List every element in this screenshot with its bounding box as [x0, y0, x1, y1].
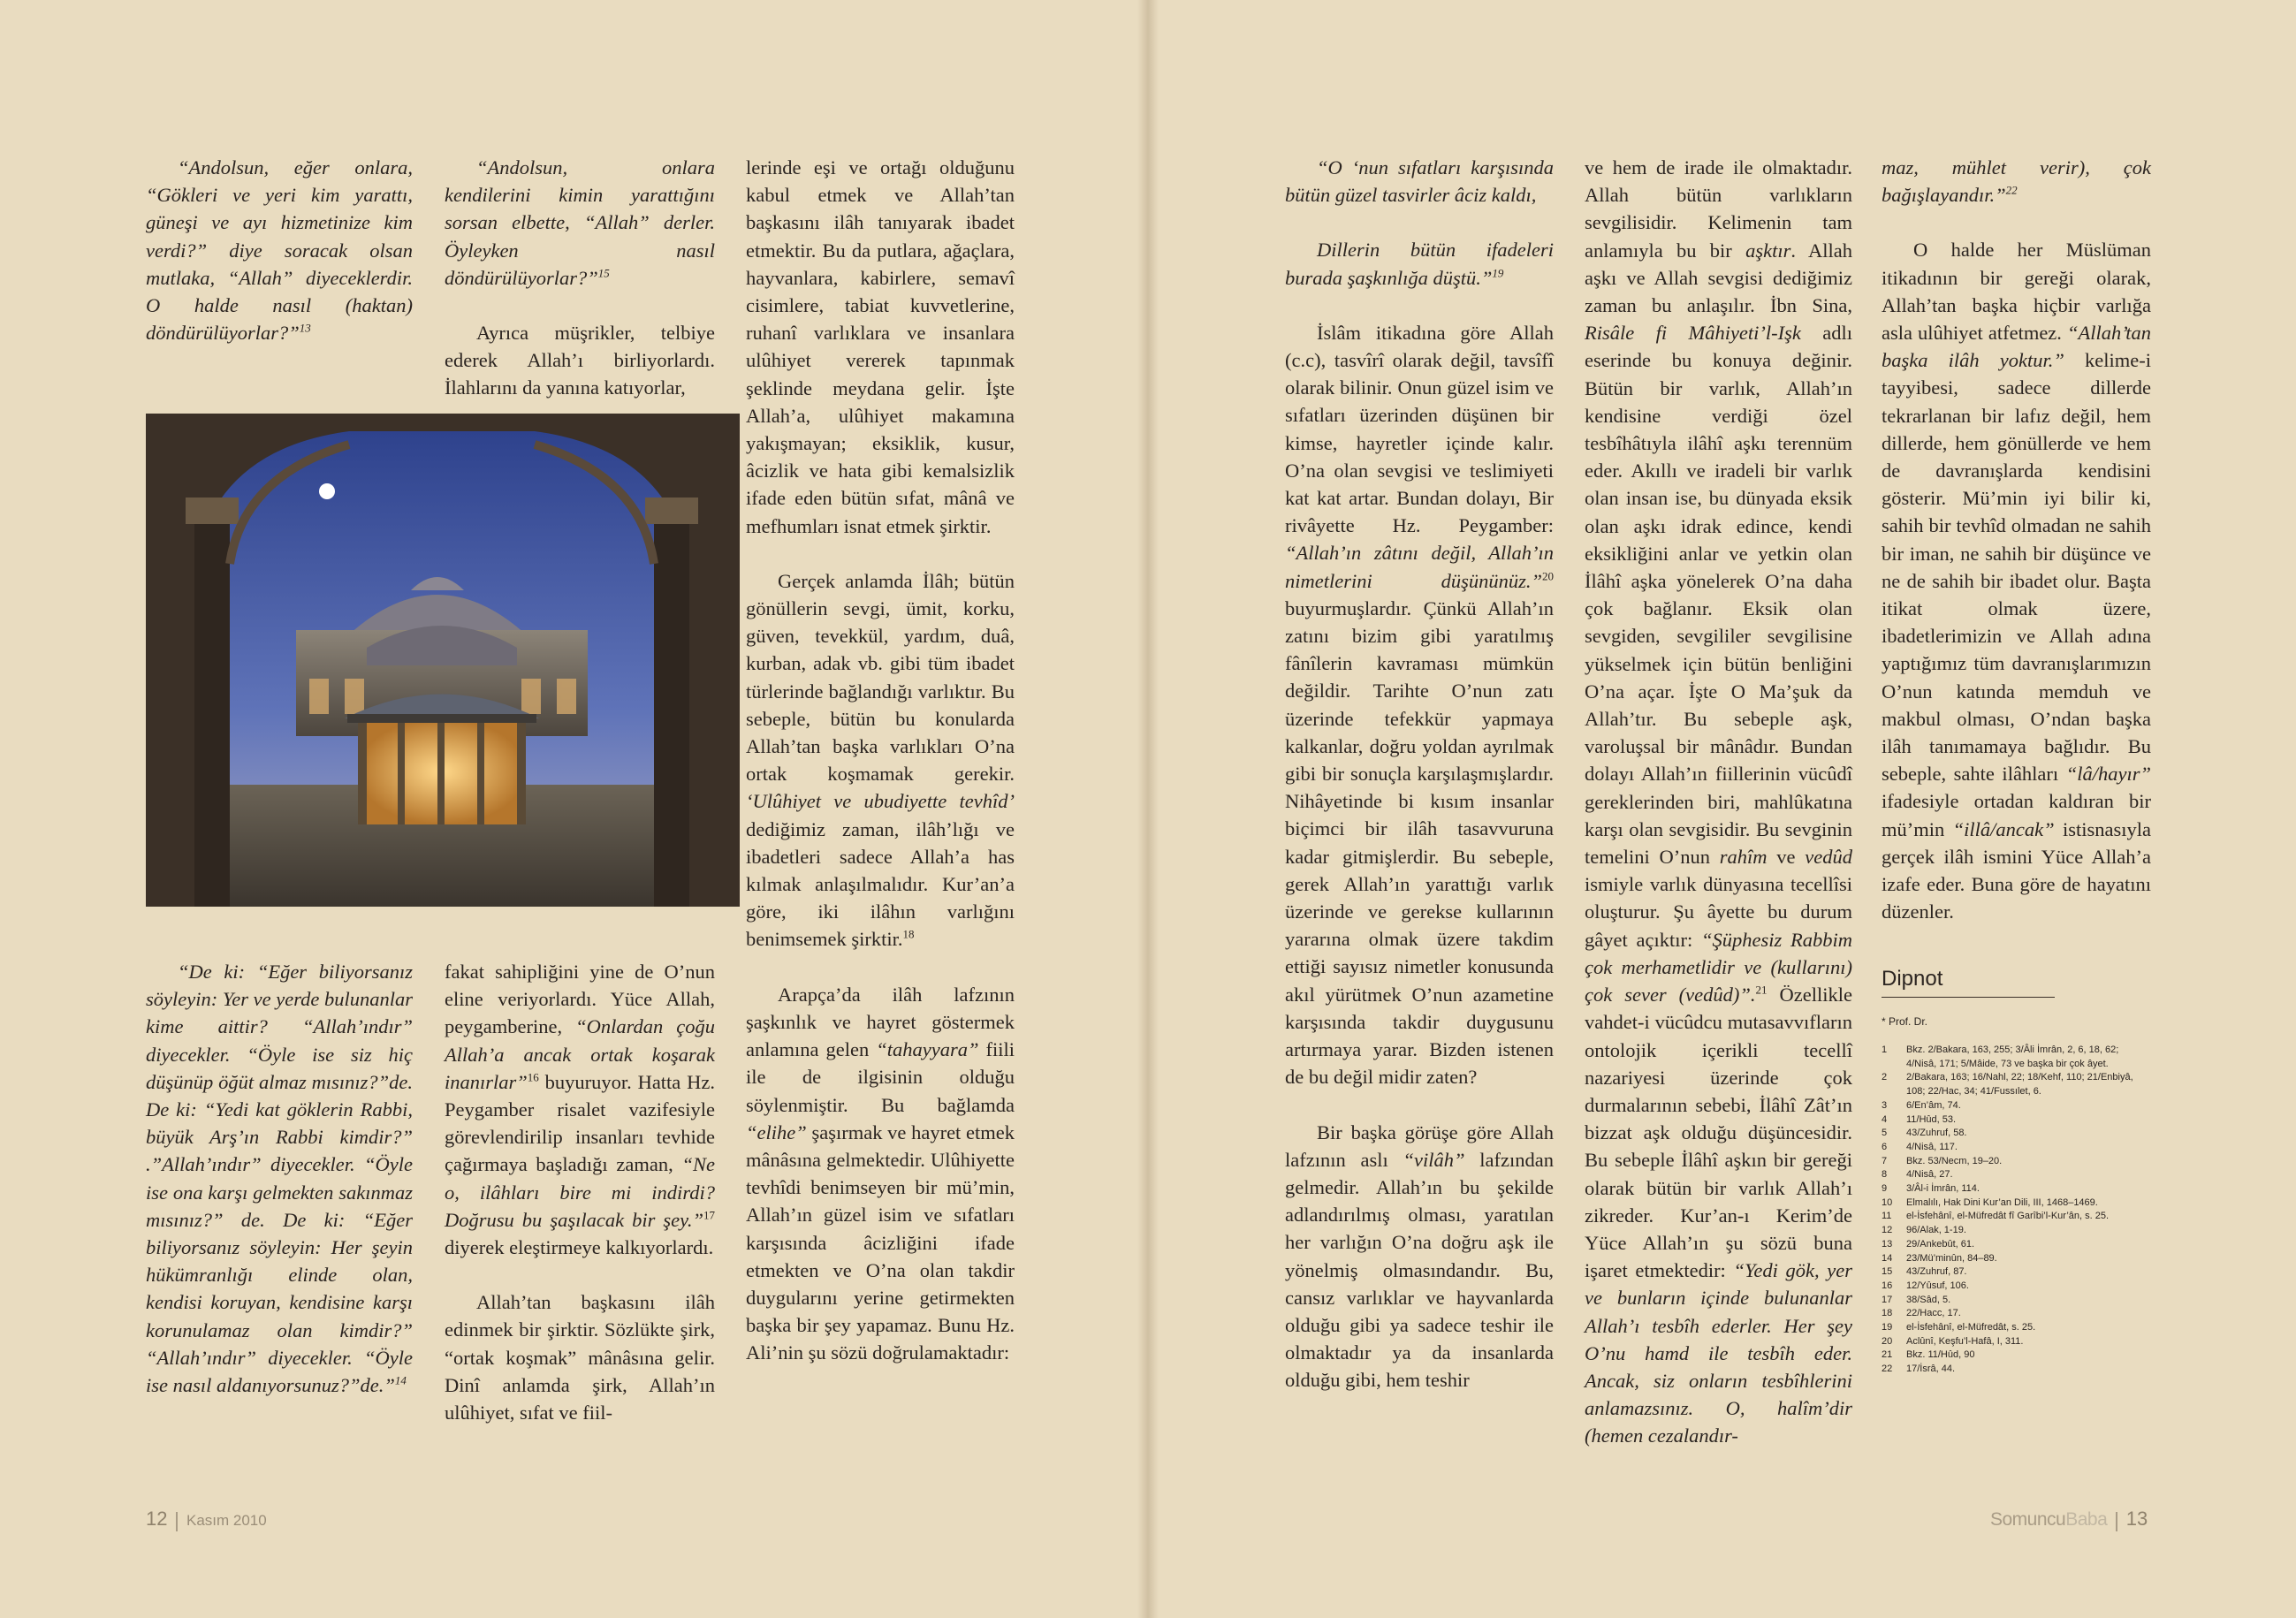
footnote-text: 11/Hûd, 53. — [1906, 1113, 1957, 1125]
ref-13: 13 — [299, 321, 311, 335]
term-uluhiyet: ‘Ulûhiyet ve ubudiyette tevhîd’ — [746, 790, 1015, 813]
term-asktir: aşktır — [1745, 239, 1791, 262]
footnote-text: 12/Yûsuf, 106. — [1906, 1280, 1969, 1291]
folio-divider — [2116, 1512, 2117, 1531]
paragraph-sirk: Allah’tan başkasını ilâh edinmek bir şirktir. Sözlükte şirk, “ortak koşmak” mânâsına gelir. Dinî anlamda şirk, Allah’ın ulûhiyet, sıfat ve fiil- — [445, 1291, 715, 1424]
footnote-text: el-İsfehânî, el-Müfredât, s. 25. — [1906, 1322, 2036, 1333]
right-col1 — [1285, 154, 1554, 1394]
footnote-number: 6 — [1882, 1141, 1888, 1152]
footnote-item — [1882, 1307, 2151, 1321]
paragraph-ask-f: Özellikle vahdet-i vücûdcu mutasavvıfların ontolojik içerikli tecellî nazariyesi üzerinde çok durmalarının sebebi, İlâhî Zât’ın bizzat aşk olduğu düşüncesidir. Bu sebeple İlâhî aşkın bir gereği olarak bütün bir varlık Allah’ı zikreder. Kur’an-ı Kerim’de Yüce Allah’ın şu sözü buna işaret etmektedir: — [1585, 984, 1853, 1282]
paragraph-musrikler: Ayrıca müşrikler, telbiye ederek Allah’ı birliyorlardı. İlahlarını da yanına katıyorlar, — [445, 322, 715, 399]
footnote-number: 8 — [1882, 1169, 1888, 1181]
page-gutter — [1137, 0, 1159, 1618]
ref-21: 21 — [1755, 983, 1768, 997]
footnote-item — [1882, 1238, 2151, 1252]
footnote-number: 19 — [1882, 1322, 1893, 1333]
term-vedud: vedûd — [1805, 846, 1852, 869]
paragraph-muslim-d: istisnasıyla gerçek ilâh ismini Yüce Allah’a izafe eder. Buna göre de hayatını düzenler. — [1882, 817, 2152, 923]
footnote-number: 12 — [1882, 1225, 1893, 1236]
ref-14: 14 — [394, 1373, 407, 1387]
footnote-number: 13 — [1882, 1238, 1893, 1250]
brand-logo-part-a: Somuncu — [1990, 1509, 2066, 1530]
term-rahim: rahîm — [1719, 846, 1768, 869]
brand-logo-part-b: Baba — [2065, 1509, 2108, 1530]
footnote-item — [1882, 1113, 2151, 1128]
footnote-text: 2/Bakara, 163; 16/Nahl, 22; 18/Kehf, 110; 21/Enbiyâ, 108; 22/Hac, 34; 41/Fussılet, 6. — [1906, 1072, 2133, 1098]
quote-20: “Allah’ın zâtını değil, Allah’ın nimetlerini düşününüz.” — [1285, 542, 1554, 592]
quote-kelime-tayyibe: “Allah’tan başka ilâh yoktur.” — [1882, 322, 2151, 372]
brand-logo — [1990, 1509, 2107, 1530]
footnote-number: 10 — [1882, 1196, 1893, 1208]
footnote-item — [1882, 1294, 2151, 1308]
footnote-text: Bkz. 11/Hûd, 90 — [1906, 1349, 1975, 1361]
footnote-text: 23/Mü’minûn, 84–89. — [1906, 1252, 1997, 1264]
paragraph-vilah: Bir başka görüşe göre Allah lafzının aslı — [1285, 1120, 1554, 1171]
quote-22: “Yedi gök, yer ve bunların içinde bulunanlar Allah’ı tesbîh ederler. Her şey O’nu hamd ile tesbîh eder. Ancak, siz onların tesbîhlerini anlamazsınız. O, halîm’dir (hemen cezalandır- — [1585, 1259, 1853, 1447]
footnote-number: 3 — [1882, 1099, 1888, 1111]
footnote-item — [1882, 1141, 2151, 1155]
ref-17: 17 — [703, 1208, 715, 1222]
quote-15: “Andolsun, onlara kendilerini kimin yarattığını sorsan elbette, “Allah” derler. Öyleyken nasıl döndürülüyorlar?” — [445, 156, 715, 289]
quote-14: “De ki: “Eğer biliyorsanız söyleyin: Yer ve yerde bulunanlar kime aittir? “Allah’ındır” diyecekler. “Öyle ise siz hiç düşünüp öğüt almaz mısınız?”de. De ki: “Yedi kat göklerin Rabbi, büyük Arş’ın Rabbi kimdir?” .”Allah’ındır” diyecekler. “Öyle ise ona karşı gelmekten sakınmaz mısınız?” de. De ki: “Eğer biliyorsanız söyleyin: Her şeyin hükümranlığı elinde olan, kendisi koruyan, kendisine karşı korunulamaz olan kimdir?” “Allah’ındır” diyecekler. “Öyle ise nasıl aldanıyorsunuz?”de.” — [146, 961, 414, 1397]
paragraph-sirk-continued: lerinde eşi ve ortağı olduğunu kabul etmek ve Allah’tan başkasını ilâh tanıyarak ibadet etmektir. Bu da putlara, ağaçlara, hayvanlara, kabirlere, semavî cisimlere, tabiat kuvvetlerine, ruhanî varlıklara ve insanlara ulûhiyet vererek tapınmak şeklinde meydana gelir. İşte Allah’a, ulûhiyet makamına yakışmayan; eksiklik, kusur, âcizlik ve hata gibi kemalsizlik ifade eden bütün sıfat, mânâ ve mefhumları isnat etmek şirktir. — [746, 156, 1015, 537]
left-col1-top — [146, 154, 413, 346]
paragraph-muslim: O halde her Müslüman itikadının bir gereği olarak, Allah’tan başka hiçbir varlığa asla ulûhiyet atfetmez. — [1882, 239, 2151, 345]
footnote-number: 2 — [1882, 1072, 1888, 1083]
paragraph-ask-c: adlı eserinde bu konuya değinir. Bütün bir varlık, Allah’ın kendisine verdiği özel tesbîhâtıyla ilâhî aşkı terennüm eder. Akıllı ve iradeli bir varlık olan insan ise, bu dünyada eksik olan aşkı idrak edince, kendi eksikliğini anlar ve yetkin olan İlâhî aşka yönelerek O’na daha çok bağlanır. Eksik olan sevgiden, sevgililer sevgilisine yükselmek için bütün benliğini O’na açar. İşte O Ma’şuk da Allah’tır. Bu sebeple aşk, varoluşsal bir mânâdır. Bundan dolayı Allah’ın fiillerinin vücûdî gereklerinden biri, mahlûkatına karşı olan sevgisidir. Bu sevginin temelini O’nun — [1585, 322, 1852, 869]
footnote-item — [1882, 1182, 2151, 1196]
ref-18: 18 — [902, 927, 915, 941]
paragraph-islam-itikadi: İslâm itikadına göre Allah (c.c), tasvîrî olarak değil, tavsîfî olarak bilinir. Onun güzel isim ve sıfatları üzerinden düşünen bir kimse, hayretler içinde kalır. O’na olan sevgisi ve teslimiyeti kat kat artar. Bundan dolayı, Bir rivâyette Hz. Peygamber: — [1285, 321, 1554, 537]
footnote-number: 18 — [1882, 1308, 1893, 1319]
paragraph-ask-e: ismiyle varlık dünyasına tecellîsi oluşturur. Şu âyette bu durum gâyet açıktır: — [1585, 873, 1852, 951]
quote-13: “Andolsun, eğer onlara, “Gökleri ve yeri kim yarattı, güneşi ve ayı hizmetinize kim verdi?” diye soracak olsan mutlaka, “Allah” diyeceklerdir. O halde nasıl (haktan) döndürülüyorlar?” — [146, 156, 413, 345]
footnote-item — [1882, 1127, 2151, 1141]
footnote-number: 4 — [1882, 1113, 1888, 1125]
term-risale: Risâle fi Mâhiyeti’l-Işk — [1585, 322, 1801, 345]
quote-17: “Ne o, ilâhları bire mi indirdi? Doğrusu bu şaşılacak bir şey.” — [445, 1153, 715, 1231]
footnote-number: 5 — [1882, 1128, 1888, 1139]
ref-20: 20 — [1542, 569, 1554, 583]
footnote-text: 4/Nisâ, 117. — [1906, 1141, 1958, 1152]
footnotes-heading: Dipnot — [1882, 967, 2055, 998]
footnote-item — [1882, 1099, 2151, 1113]
ref-15: 15 — [597, 266, 610, 280]
paragraph-sahiplik-b: buyuruyor. Hatta Hz. Peygamber risalet vazifesiyle görevlendirilip insanları tevhide çağırmaya başladığı zaman, — [445, 1070, 715, 1176]
footnote-item — [1882, 1044, 2151, 1071]
footnote-item — [1882, 1321, 2151, 1335]
footnote-text: Elmalılı, Hak Dini Kur’an Dili, III, 1468–1469. — [1906, 1196, 2098, 1208]
paragraph-ask-d: ve — [1767, 846, 1806, 869]
footnote-item — [1882, 1363, 2151, 1377]
footnote-text: Bkz. 2/Bakara, 163, 255; 3/Âli İmrân, 2, 6, 18, 62; 4/Nisâ, 171; 5/Mâide, 73 ve başka bir çok âyet. — [1906, 1044, 2119, 1069]
footnote-item — [1882, 1280, 2151, 1294]
right-col2 — [1585, 154, 1852, 1450]
footnote-number: 7 — [1882, 1155, 1888, 1166]
footnote-item — [1882, 1348, 2151, 1363]
right-folio — [1990, 1508, 2148, 1531]
footnote-item — [1882, 1155, 2151, 1169]
term-tahayyara: “tahayyara” — [876, 1038, 979, 1061]
footnote-text: 17/İsrâ, 44. — [1906, 1364, 1956, 1375]
footnote-item — [1882, 1168, 2151, 1182]
footnote-text: 43/Zuhruf, 87. — [1906, 1266, 1967, 1278]
footnote-number: 22 — [1882, 1364, 1893, 1375]
quote-22-end: maz, mühlet verir), çok bağışlayandır.” — [1882, 156, 2151, 207]
paragraph-sahiplik: fakat sahipliğini yine de O’nun eline veriyorlardı. Yüce Allah, peygamberine, — [445, 961, 715, 1038]
footnote-item — [1882, 1252, 2151, 1266]
mosque-courtyard-photo — [146, 414, 740, 907]
quote-ali-1: “O ‘nun sıfatları karşısında bütün güzel tasvirler âciz kaldı, — [1285, 156, 1554, 207]
footnote-text: el-İsfehânî, el-Müfredât fî Garîbi’l-Kur’ân, s. 25. — [1906, 1211, 2110, 1222]
ref-19: 19 — [1492, 266, 1504, 280]
footnote-number: 1 — [1882, 1044, 1888, 1055]
footnote-text: 96/Alak, 1-19. — [1906, 1225, 1966, 1236]
footnote-number: 21 — [1882, 1349, 1893, 1361]
footnote-number: 9 — [1882, 1183, 1888, 1195]
left-col3 — [746, 154, 1015, 1367]
footnote-item — [1882, 1224, 2151, 1238]
footnote-item — [1882, 1196, 2151, 1211]
term-elihe: “elihe” — [746, 1120, 807, 1143]
left-col2-bottom — [445, 958, 715, 1426]
quote-21: “Şüphesiz Rabbim çok merhametlidir ve (kullarını) çok sever (vedûd)”. — [1585, 928, 1852, 1007]
footnotes-list — [1882, 1044, 2151, 1377]
author-note: * Prof. Dr. — [1882, 1015, 1928, 1028]
footnote-text: 38/Sâd, 5. — [1906, 1294, 1951, 1305]
left-col2-top — [445, 154, 715, 402]
right-col3 — [1882, 154, 2151, 925]
footnote-item — [1882, 1210, 2151, 1224]
footnote-number: 11 — [1882, 1211, 1892, 1222]
paragraph-arapca: Arapça’da ilâh lafzının şaşkınlık ve hayret göstermek anlamına gelen — [746, 983, 1015, 1061]
left-page-number: 12 — [146, 1508, 168, 1530]
footnote-number: 15 — [1882, 1266, 1893, 1278]
paragraph-arapca-b: fiili ile de ilgisinin olduğu söylenmiştir. Bu bağlamda — [746, 1038, 1015, 1116]
issue-date: Kasım 2010 — [186, 1512, 267, 1529]
paragraph-muslim-c: ifadesiyle ortadan kaldıran bir mü’min — [1882, 790, 2151, 840]
footnote-text: 29/Ankebût, 61. — [1906, 1238, 1975, 1250]
quote-16: “Onlardan çoğu Allah’a ancak ortak koşarak inanırlar” — [445, 1015, 715, 1093]
ref-22: 22 — [2005, 183, 2018, 197]
paragraph-sahiplik-c: diyerek eleştirmeye kalkıyorlardı. — [445, 1236, 714, 1259]
footnote-text: Bkz. 53/Necm, 19–20. — [1906, 1155, 2003, 1166]
footnote-item — [1882, 1071, 2151, 1098]
paragraph-islam-itikadi-b: buyurmuşlardır. Çünkü Allah’ın zatını bizim gibi yaratılmış fânîlerin kavraması mümkün değildir. Tarihte O’nun zatı üzerinde tefekkür yapmaya kalkanlar, doğru yoldan ayrılmak gibi bir sonuçla karşılaşmışlardır. Nihâyetinde bi kısım insanlar biçimci bir ilâh tasavvuruna kadar gitmişlerdir. Bu sebeple, gerek Allah’ın yarattığı varlık üzerinde ve gerekse kullarının yararına olmak üzere takdim ettiği sayısız nimetler konusunda akıl yürütmek O’nun azametine karşısında takdir duygusunu artırmaya yarar. Bizden istenen de bu değil midir zaten? — [1285, 596, 1554, 1089]
paragraph-ask-b: . Allah aşkı ve Allah sevgisi dediğimiz zaman bu anlaşılır. İbn Sina, — [1585, 239, 1853, 317]
quote-ali-2: Dillerin bütün ifadeleri burada şaşkınlığa düştü.” — [1285, 239, 1554, 289]
paragraph-gercek-ilah: Gerçek anlamda İlâh; bütün gönüllerin sevgi, ümit, korku, güven, tevekkül, yardım, duâ, kurban, adak vb. gibi tüm ibadet türlerinde bağlandığı varlıktır. Bu sebeple, bütün bu konularda Allah’tan başka varlıkları O’na ortak koşmamak gerekir. — [746, 569, 1015, 786]
left-folio — [146, 1508, 267, 1531]
term-la-hayir: “lâ/hayır” — [2065, 763, 2151, 786]
paragraph-muslim-b: kelime-i tayyibesi, sadece dillerde tekrarlanan bir lafız değil, hem dillerde, hem gönüllerde ve hem de davranışlarda kendisini gösterir. Mü’min iyi bilir ki, sahih bir tevhîd olmadan ne sahih bir iman, ne sahih bir düşünce ve ne de sahih bir ibadet olur. Başta itikat olmak üzere, ibadetlerimizin ve Allah adına yaptığımız tüm davranışlarımızın O’nun katında memduh ve makbul olması, O’ndan başka ilâh tanımamaya bağlıdır. Bu sebeple, sahte ilâhları — [1882, 349, 2151, 786]
footnote-text: 43/Zuhruf, 58. — [1906, 1128, 1967, 1139]
footnote-text: Aclûnî, Keşfu’l-Hafâ, I, 311. — [1906, 1335, 2024, 1347]
footnote-number: 17 — [1882, 1294, 1893, 1305]
footnote-text: 4/Nisâ, 27. — [1906, 1169, 1953, 1181]
folio-divider — [176, 1512, 178, 1531]
left-col1-bottom — [146, 958, 413, 1399]
footnote-text: 3/Âl-i İmrân, 114. — [1906, 1183, 1980, 1195]
paragraph-vilah-b: lafzından gelmedir. Allah’ın bu şekilde adlandırılmış olması, yaratılan her varlığın O’na doğru aşk ile yönelmiş olmasındandır. Bu, cansız varlıklar ve hayvanlarda olduğu gibi ya sadece teshir ile olmaktadır ya da insanlarda olduğu gibi, hem teshir — [1285, 1148, 1554, 1392]
term-vilah: “vilâh” — [1403, 1148, 1465, 1171]
footnote-item — [1882, 1335, 2151, 1349]
ref-16: 16 — [527, 1070, 539, 1084]
right-page-number: 13 — [2125, 1508, 2148, 1530]
footnote-text: 6/En’âm, 74. — [1906, 1099, 1961, 1111]
footnote-number: 16 — [1882, 1280, 1893, 1291]
footnote-number: 20 — [1882, 1335, 1893, 1347]
footnote-text: 22/Hacc, 17. — [1906, 1308, 1961, 1319]
footnote-number: 14 — [1882, 1252, 1893, 1264]
paragraph-arapca-c: şaşırmak ve hayret etmek mânâsına gelmektedir. Ulûhiyette tevhîdi benimseyen bir mü’min, Allah’ın güzel isim ve sıfatları karşısında âcizliğini ifade etmekten ve O’na olan takdir duygularını yerine getirmekten başka bir şey yapamaz. Bunu Hz. Ali’nin şu sözü doğrulamaktadır: — [746, 1120, 1015, 1364]
paragraph-ask: ve hem de irade ile olmaktadır. Allah bütün varlıkların sevgilisidir. Kelimenin tam anlamıyla bu bir — [1585, 156, 1852, 262]
paragraph-gercek-ilah-b: dediğimiz zaman, ilâh’lığı ve ibadetleri sadece Allah’a has kılmak anlaşılmalıdır. Kur’an’a göre, iki ilâhın varlığını benimsemek şirktir. — [746, 817, 1015, 951]
footnote-item — [1882, 1265, 2151, 1280]
term-illa-ancak: “illâ/ancak” — [1952, 817, 2055, 840]
